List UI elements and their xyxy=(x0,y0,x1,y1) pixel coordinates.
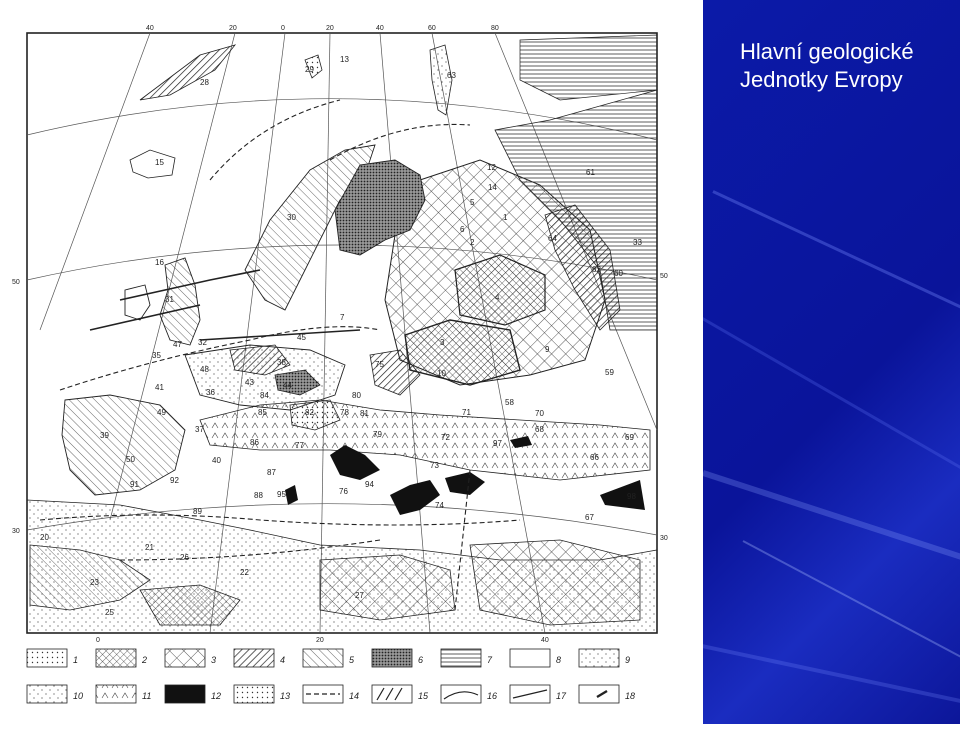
region-label: 30 xyxy=(287,213,296,222)
region-label: 88 xyxy=(254,491,263,500)
region-label: 41 xyxy=(155,383,164,392)
region-label: 1 xyxy=(503,213,508,222)
bottom-coord-label: 20 xyxy=(316,637,324,644)
region-label: 85 xyxy=(258,408,267,417)
slide-title: Hlavní geologické Jednotky Evropy xyxy=(740,39,914,92)
legend-swatch xyxy=(510,649,550,667)
legend-number: 18 xyxy=(625,691,636,701)
right-coord-label: 30 xyxy=(660,535,668,542)
region-label: 21 xyxy=(145,543,154,552)
bottom-coordinate-labels xyxy=(96,637,549,644)
region-label: 16 xyxy=(155,258,164,267)
legend-swatch xyxy=(579,649,619,667)
background-streak xyxy=(703,300,960,473)
region-label: 35 xyxy=(152,351,161,360)
region-label: 61 xyxy=(586,168,595,177)
legend-number: 2 xyxy=(142,655,148,665)
region-label: 75 xyxy=(375,360,384,369)
top-coord-label: 80 xyxy=(491,25,499,32)
region-label: 22 xyxy=(240,568,249,577)
region-label: 97 xyxy=(493,439,502,448)
region-label: 80 xyxy=(352,391,361,400)
background-streak xyxy=(712,190,960,328)
region-label: 28 xyxy=(200,78,209,87)
region-label: 27 xyxy=(355,591,364,600)
region-label: 2 xyxy=(470,238,475,247)
top-coordinate-labels xyxy=(146,25,499,32)
top-coord-label: 60 xyxy=(428,25,436,32)
region-label: 62 xyxy=(592,265,601,274)
legend-number: 10 xyxy=(73,691,84,701)
bottom-coord-label: 40 xyxy=(541,637,549,644)
region-label: 7 xyxy=(340,313,345,322)
region-label: 33 xyxy=(633,238,642,247)
legend-swatch xyxy=(441,649,481,667)
region-label: 94 xyxy=(365,480,374,489)
legend-swatch xyxy=(27,685,67,703)
region-label: 32 xyxy=(198,338,207,347)
region-label: 37 xyxy=(195,425,204,434)
region-label: 50 xyxy=(126,455,135,464)
region-label: 79 xyxy=(373,430,382,439)
region-label: 89 xyxy=(193,507,202,516)
region-label: 64 xyxy=(548,234,557,243)
legend-number: 1 xyxy=(73,655,79,665)
legend-swatch xyxy=(96,649,136,667)
background-streak xyxy=(703,470,960,578)
background-streak xyxy=(743,540,960,664)
legend-number: 9 xyxy=(625,655,631,665)
region-label: 40 xyxy=(212,456,221,465)
legend-swatch xyxy=(579,685,619,703)
left-coord-label: 50 xyxy=(12,279,20,286)
region-label: 91 xyxy=(130,480,139,489)
region-label: 15 xyxy=(155,158,164,167)
region-label: 36 xyxy=(206,388,215,397)
legend-swatch xyxy=(372,685,412,703)
legend-number: 17 xyxy=(556,691,567,701)
region-label: 58 xyxy=(505,398,514,407)
legend-number: 14 xyxy=(349,691,360,701)
region-label: 63 xyxy=(447,71,456,80)
region-label: 45 xyxy=(297,333,306,342)
region-label: 5 xyxy=(470,198,475,207)
region-label: 29 xyxy=(305,65,314,74)
region-label: 66 xyxy=(590,453,599,462)
legend-number: 3 xyxy=(211,655,217,665)
region-label: 73 xyxy=(430,461,439,470)
region-label: 71 xyxy=(462,408,471,417)
region-label: 9 xyxy=(545,345,550,354)
region-label: 74 xyxy=(435,501,444,510)
legend-number: 16 xyxy=(487,691,498,701)
region-label: 70 xyxy=(535,409,544,418)
legend-swatch xyxy=(372,649,412,667)
region-label: 4 xyxy=(495,293,500,302)
legend-swatch xyxy=(165,649,205,667)
region-label: 68 xyxy=(535,425,544,434)
legend-swatch xyxy=(303,649,343,667)
legend-swatch xyxy=(27,649,67,667)
region-label: 95 xyxy=(277,490,286,499)
arctic-horizontal xyxy=(520,35,657,100)
region-label: 60 xyxy=(614,269,623,278)
region-label: 81 xyxy=(360,409,369,418)
region-label: 31 xyxy=(165,295,174,304)
top-coord-label: 40 xyxy=(376,25,384,32)
legend-swatch xyxy=(234,649,274,667)
region-label: 48 xyxy=(200,365,209,374)
top-coord-label: 40 xyxy=(146,25,154,32)
region-label: 87 xyxy=(267,468,276,477)
region-label: 6 xyxy=(460,225,465,234)
title-panel xyxy=(703,0,960,724)
region-label: 84 xyxy=(260,391,269,400)
region-label: 82 xyxy=(305,408,314,417)
legend-number: 12 xyxy=(211,691,222,701)
region-label: 77 xyxy=(295,441,304,450)
region-label: 12 xyxy=(487,163,496,172)
legend-number: 7 xyxy=(487,655,493,665)
region-label: 38 xyxy=(277,358,286,367)
region-label: 3 xyxy=(440,338,445,347)
region-label: 47 xyxy=(173,340,182,349)
region-label: 14 xyxy=(488,183,497,192)
top-coord-label: 20 xyxy=(229,25,237,32)
background-streak xyxy=(703,640,960,706)
region-label: 43 xyxy=(245,378,254,387)
top-coord-label: 0 xyxy=(281,25,285,32)
region-label: 44 xyxy=(283,381,292,390)
region-label: 67 xyxy=(585,513,594,522)
region-label: 23 xyxy=(90,578,99,587)
legend-number: 8 xyxy=(556,655,562,665)
region-label: 78 xyxy=(340,408,349,417)
legend-swatch xyxy=(96,685,136,703)
region-label: 59 xyxy=(605,368,614,377)
region-label: 86 xyxy=(250,438,259,447)
region-label: 39 xyxy=(100,431,109,440)
region-label: 92 xyxy=(170,476,179,485)
legend-swatch xyxy=(165,685,205,703)
region-label: 13 xyxy=(340,55,349,64)
bottom-coord-label: 0 xyxy=(96,637,100,644)
region-label: 72 xyxy=(441,433,450,442)
legend-number: 5 xyxy=(349,655,355,665)
legend-number: 13 xyxy=(280,691,291,701)
legend-number: 11 xyxy=(142,691,152,701)
region-label: 69 xyxy=(625,433,634,442)
legend-number: 4 xyxy=(280,655,286,665)
left-coord-label: 30 xyxy=(12,528,20,535)
region-label: 76 xyxy=(339,487,348,496)
legend-number: 15 xyxy=(418,691,429,701)
legend-swatch xyxy=(234,685,274,703)
right-coord-label: 50 xyxy=(660,273,668,280)
region-label: 25 xyxy=(105,608,114,617)
region-label: 49 xyxy=(157,408,166,417)
legend-number: 6 xyxy=(418,655,424,665)
top-coord-label: 20 xyxy=(326,25,334,32)
region-label: 98 xyxy=(627,492,636,501)
region-label: 10 xyxy=(437,369,446,378)
region-label: 20 xyxy=(40,533,49,542)
map-legend xyxy=(27,649,635,703)
region-label: 26 xyxy=(180,553,189,562)
